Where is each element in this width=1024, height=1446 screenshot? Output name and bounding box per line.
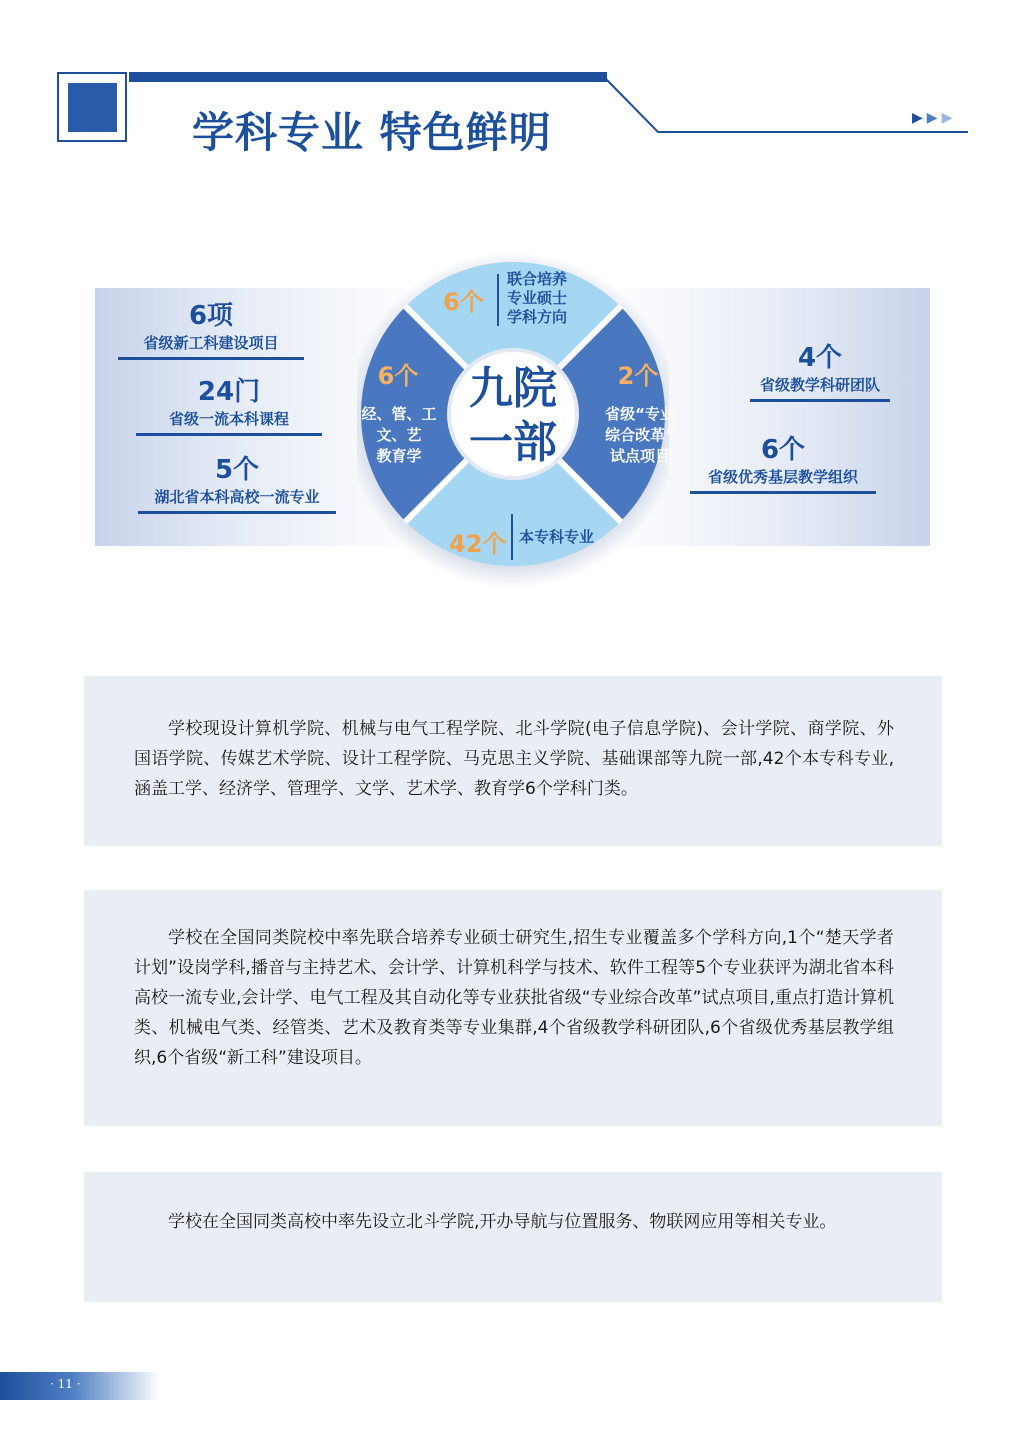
segment-top-value: 6个 [443,288,484,316]
stat-new-engineering [118,300,304,360]
stat-first-class-courses [136,376,322,436]
stat-first-class-majors [138,454,336,514]
paragraph-box-colleges [84,676,942,846]
triple-arrow-icon: ▶▶▶ [912,110,957,126]
paragraph-colleges: 学校现设计算机学院、机械与电气工程学院、北斗学院(电子信息学院)、会计学院、商学院、外国语学院、传媒艺术学院、设计工程学院、马克思主义学院、基础课部等九院一部,42个本专科专业,涵盖工学、经济学、管理学、文学、艺术学、教育学6个学科门类。 [134,719,894,799]
label-line: 省级“专业 [605,405,675,423]
label-line: 经、管、工 [361,405,437,423]
label-line: 联合培养 [507,270,568,288]
stat-underline [690,491,876,494]
paragraph-majors: 学校在全国同类院校中率先联合培养专业硕士研究生,招生专业覆盖多个学科方向,1个“楚天学者计划”设岗学科,播音与主持艺术、会计学、计算机科学与技术、软件工程等5个专业获评为湖北省本科高校一流专业,会计学、电气工程及其自动化等专业获批省级“专业综合改革”试点项目,重点打造计算机类、机械电气类、经管类、艺术及教育类等专业集群,4个省级教学科研团队,6个省级优秀基层教学组织,6个省级“新工科”建设项目。 [134,928,894,1068]
label-line: 综合改革” [605,426,675,444]
discipline-wheel [357,244,675,588]
segment-left-label [357,404,441,467]
stat-value: 4个 [797,343,843,373]
segment-right-label [595,404,685,467]
segment-bottom-divider [511,514,513,560]
paragraph-box-beidou [84,1172,942,1302]
stat-label: 省级新工科建设项目 [143,334,279,352]
stat-label: 湖北省本科高校一流专业 [154,488,320,506]
stat-label: 省级优秀基层教学组织 [707,468,858,486]
stat-teaching-orgs [690,434,876,494]
stat-label: 省级教学科研团队 [759,376,880,394]
stat-underline [118,357,304,360]
stat-value: 5个 [214,455,260,485]
center-line-2: 一部 [469,417,557,468]
segment-top-label [507,270,567,327]
segment-bottom-value: 42个 [449,530,507,558]
label-line: 学科方向 [507,308,568,326]
segment-top-divider [497,274,499,326]
center-line-1: 九院 [469,363,557,414]
stat-underline [136,433,322,436]
page-title: 学科专业 特色鲜明 [192,108,552,157]
stat-label: 省级一流本科课程 [168,410,289,428]
page-number: · 11 · [50,1377,81,1391]
wheel-center-label [453,362,573,470]
paragraph-box-majors [84,890,942,1126]
label-line: 文、艺 [376,426,422,444]
segment-bottom-label: 本专科专业 [519,528,595,546]
stat-underline [750,399,890,402]
segment-left-value: 6个 [377,362,419,390]
label-line: 教育学 [376,447,422,465]
stat-underline [138,511,336,514]
stat-value: 6个 [760,435,806,465]
stat-value: 6项 [188,301,234,331]
stat-teaching-teams [746,342,894,402]
stat-value: 24门 [197,377,261,407]
label-line: 专业硕士 [507,289,568,307]
label-line: 试点项目 [609,447,670,465]
paragraph-beidou: 学校在全国同类高校中率先设立北斗学院,开办导航与位置服务、物联网应用等相关专业。 [168,1212,837,1232]
segment-right-value: 2个 [617,362,659,390]
